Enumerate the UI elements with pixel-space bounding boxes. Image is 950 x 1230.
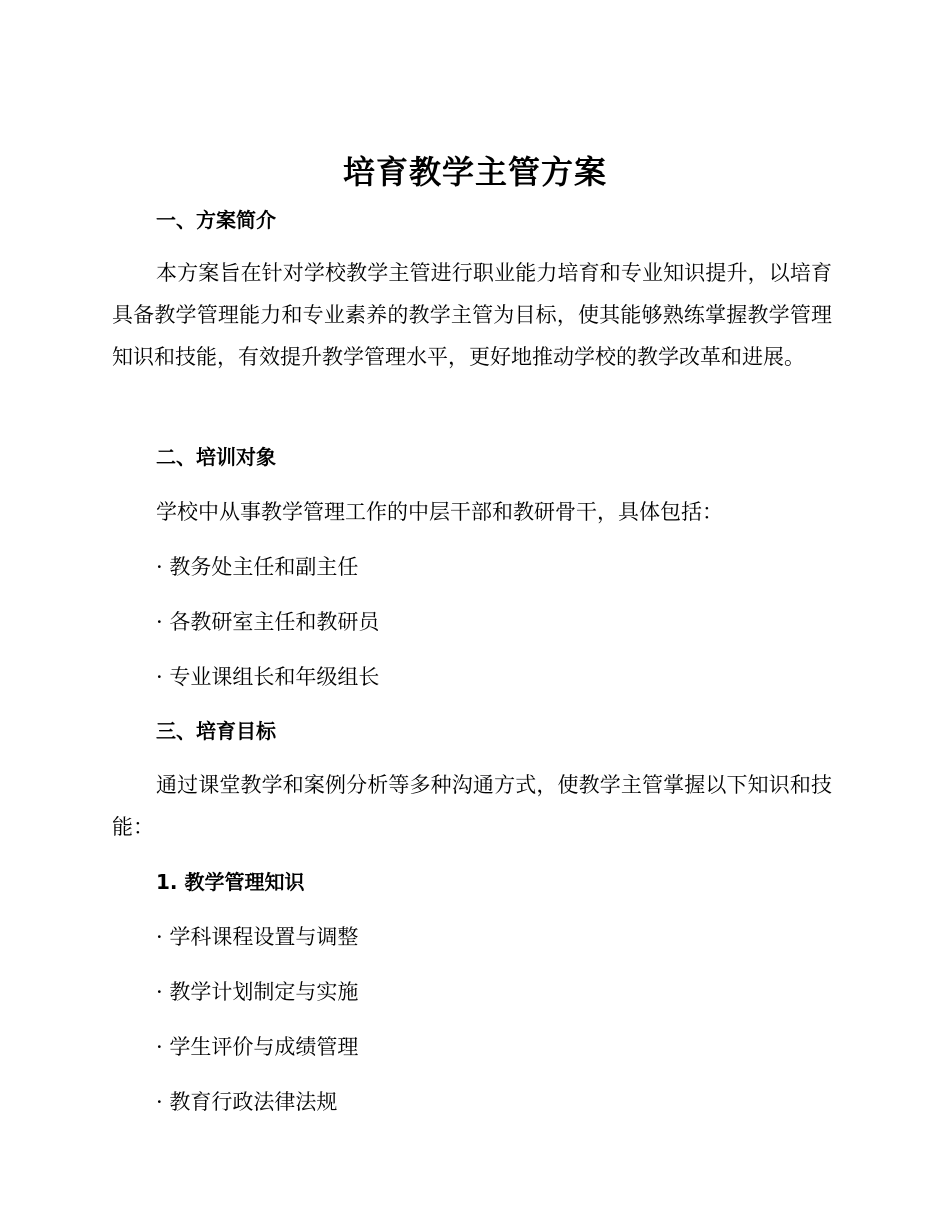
document-title: 培育教学主管方案: [342, 153, 607, 191]
list-item: · 学科课程设置与调整: [156, 925, 359, 949]
section-heading-goals: 三、培育目标: [156, 719, 276, 743]
section-heading-training-target: 二、培训对象: [156, 445, 276, 469]
list-item: · 教学计划制定与实施: [156, 980, 359, 1004]
section-heading-introduction: 一、方案简介: [156, 208, 276, 232]
list-item: · 教育行政法律法规: [156, 1090, 338, 1114]
list-item: · 教务处主任和副主任: [156, 555, 359, 579]
section-paragraph-goals: 通过课堂教学和案例分析等多种沟通方式，使教学主管掌握以下知识和技能：: [112, 773, 832, 839]
list-item: · 学生评价与成绩管理: [156, 1035, 359, 1059]
section-paragraph-introduction: 本方案旨在针对学校教学主管进行职业能力培育和专业知识提升，以培育具备教学管理能力和专业素养的教学主管为目标，使其能够熟练掌握教学管理知识和技能，有效提升教学管理水平，更好地推动学校的教学改革和进展。: [112, 261, 832, 369]
list-item: · 各教研室主任和教研员: [156, 610, 380, 634]
subsection-heading-teaching-management: 1. 教学管理知识: [156, 870, 305, 894]
section-intro-training-target: 学校中从事教学管理工作的中层干部和教研骨干，具体包括：: [156, 500, 723, 524]
list-item: · 专业课组长和年级组长: [156, 665, 380, 689]
